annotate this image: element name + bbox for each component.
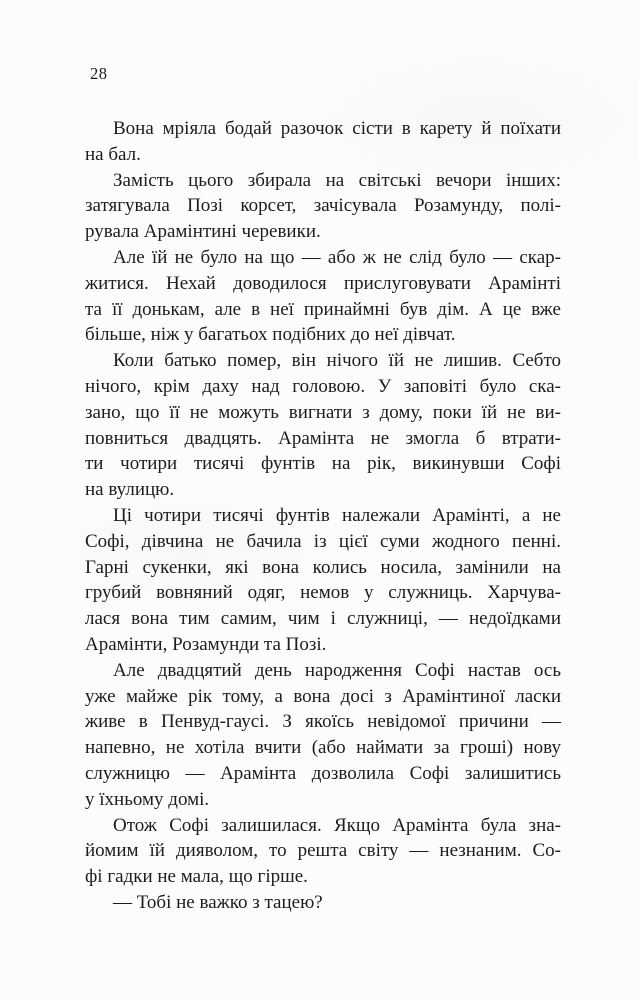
paragraph bbox=[85, 348, 561, 503]
text-line: Вона мріяла бодай разочок сісти в карету й поїхати bbox=[113, 118, 561, 139]
text-line: уже майже рік тому, а вона досі з Арамінтиної ласки bbox=[85, 685, 561, 707]
paragraph bbox=[85, 503, 561, 658]
text-line: Ці чотири тисячі фунтів належали Арамінті, а не bbox=[113, 504, 561, 526]
text-line: Гарні сукенки, які вона колись носила, замінили на bbox=[85, 556, 561, 578]
text-line: повниться двадцять. Арамінта не змогла б втрати- bbox=[85, 427, 561, 449]
text-line: Але двадцятий день народження Софі настав ось bbox=[113, 659, 561, 681]
text-line: грубий вовняний одяг, немов у служниць. Харчува- bbox=[85, 582, 561, 604]
text-line: рувала Арамінтині черевики. bbox=[85, 221, 321, 243]
paragraph bbox=[85, 658, 561, 813]
paragraph bbox=[85, 116, 561, 168]
text-line: Коли батько помер, він нічого їй не лишив. Себто bbox=[113, 350, 561, 372]
text-line: — Тобі не важко з тацею? bbox=[113, 891, 323, 913]
paragraph bbox=[85, 813, 561, 890]
text-line: Замість цього збирала на світські вечори інших: bbox=[113, 169, 561, 191]
text-line: живе в Пенвуд-гаусі. З якоїсь невідомої причини — bbox=[85, 711, 561, 733]
text-line: напевно, не хотіла вчити (або наймати за гроші) нову bbox=[85, 737, 561, 759]
text-line: лася вона тим самим, чим і служниці, — недоїдками bbox=[85, 608, 561, 630]
text-line: йомим їй дияволом, то решта світу — незнаним. Со- bbox=[85, 840, 561, 862]
text-line: житися. Нехай доводилося прислуговувати Арамінті bbox=[85, 272, 561, 294]
text-line: Софі, дівчина не бачила із цієї суми жодного пенні. bbox=[85, 530, 561, 552]
text-line: затягувала Позі корсет, зачісувала Розамунду, полі- bbox=[85, 195, 561, 217]
text-line: Отож Софі залишилася. Якщо Арамінта була зна- bbox=[113, 814, 561, 836]
text-line: Арамінти, Розамунди та Позі. bbox=[85, 633, 327, 655]
text-line: на вулицю. bbox=[85, 479, 175, 501]
text-line: служницю — Арамінта дозволила Софі залишитись bbox=[85, 762, 561, 784]
text-line: у їхньому домі. bbox=[85, 788, 210, 810]
text-line: на бал. bbox=[85, 143, 141, 165]
text-line: ти чотири тисячі фунтів на рік, викинувши Софі bbox=[85, 453, 561, 475]
text-line: Але їй не було на що — або ж не слід було — скар- bbox=[113, 246, 561, 268]
paragraph bbox=[85, 245, 561, 348]
text-line: нічого, крім даху над головою. У заповіті було ска- bbox=[85, 375, 561, 397]
text-line: фі гадки не мала, що гірше. bbox=[85, 866, 308, 888]
text-block bbox=[85, 116, 561, 916]
text-line: більше, ніж у багатьох подібних до неї дівчат. bbox=[85, 324, 456, 346]
paragraph bbox=[85, 168, 561, 245]
paragraph bbox=[85, 890, 561, 916]
page-number: 28 bbox=[90, 64, 108, 83]
text-line: та її донькам, але в неї принаймні був дім. А це вже bbox=[85, 298, 561, 320]
text-line: зано, що її не можуть вигнати з дому, поки їй не ви- bbox=[85, 401, 561, 423]
